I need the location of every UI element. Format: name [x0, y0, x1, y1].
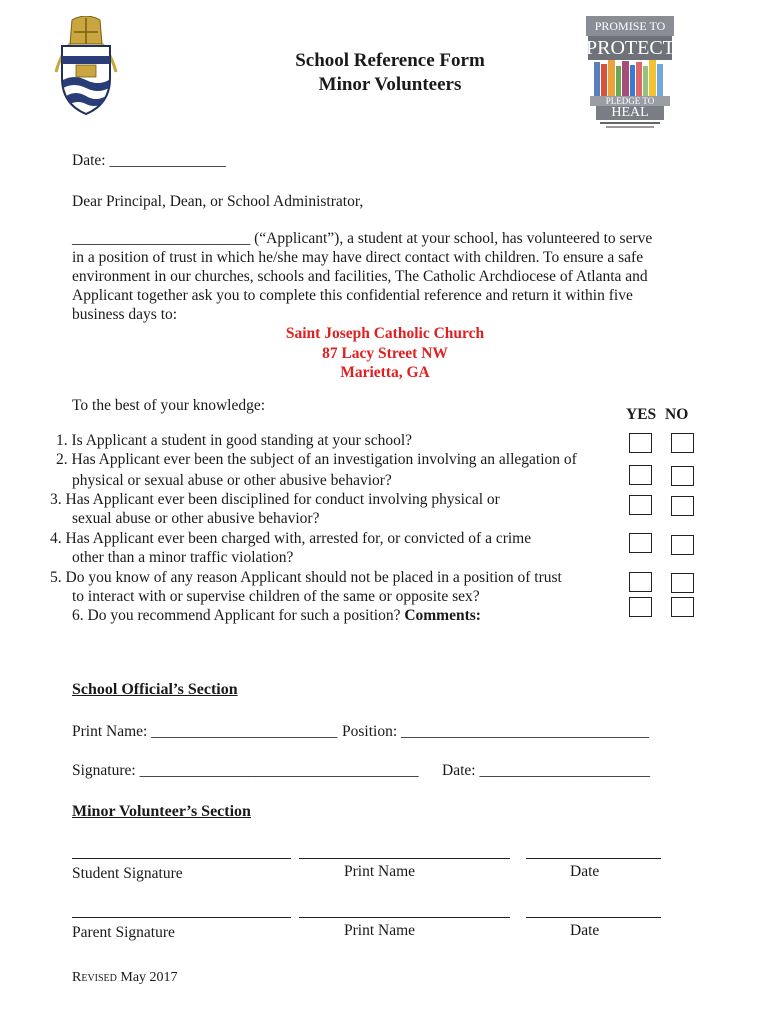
parent-print-name-line[interactable] [299, 917, 510, 918]
question-2-line-1: 2. Has Applicant ever been the subject of an investigation involving an allegation of [56, 451, 577, 468]
q2-no-checkbox[interactable] [671, 466, 694, 486]
q5-no-checkbox[interactable] [671, 573, 694, 593]
student-date-line[interactable] [526, 858, 661, 859]
revision-note [72, 969, 178, 987]
parent-date-label: Date [570, 922, 600, 939]
intro-line-1: _______________________ (“Applicant”), a student at your school, has volunteered to serve [72, 230, 653, 247]
q4-yes-checkbox[interactable] [629, 533, 652, 553]
question-3-line-1: 3. Has Applicant ever been disciplined for conduct involving physical or [50, 491, 500, 508]
q6-no-checkbox[interactable] [671, 597, 694, 617]
parent-signature-line[interactable] [72, 917, 291, 918]
archdiocese-crest-logo [50, 16, 122, 116]
question-1: 1. Is Applicant a student in good standing at your school? [56, 432, 413, 449]
question-6-text: 6. Do you recommend Applicant for such a position? [72, 607, 401, 624]
question-4-line-2: other than a minor traffic violation? [72, 549, 294, 566]
student-print-name-label: Print Name [344, 863, 416, 880]
q1-yes-checkbox[interactable] [629, 433, 652, 453]
official-date-field[interactable]: Date: ______________________ [442, 762, 650, 779]
student-signature-line[interactable] [72, 858, 291, 859]
q4-no-checkbox[interactable] [671, 535, 694, 555]
parent-print-name-label: Print Name [344, 922, 416, 939]
official-section-heading: School Official’s Section [72, 681, 238, 698]
date-field[interactable]: Date: _______________ [72, 152, 226, 169]
minor-section-heading: Minor Volunteer’s Section [72, 803, 251, 820]
q1-no-checkbox[interactable] [671, 433, 694, 453]
salutation: Dear Principal, Dean, or School Administrator, [72, 193, 364, 210]
q2-yes-checkbox[interactable] [629, 465, 652, 485]
address-name: Saint Joseph Catholic Church [285, 325, 485, 342]
q3-yes-checkbox[interactable] [629, 495, 652, 515]
q6-yes-checkbox[interactable] [629, 597, 652, 617]
official-print-name-field[interactable]: Print Name: ________________________ [72, 723, 338, 740]
intro-line-5: business days to: [72, 306, 178, 323]
question-6 [72, 606, 481, 626]
question-5-line-2: to interact with or supervise children of the same or opposite sex? [72, 588, 480, 605]
question-2-line-2: physical or sexual abuse or other abusive behavior? [72, 472, 392, 489]
address-city: Marietta, GA [340, 364, 430, 381]
question-3-line-2: sexual abuse or other abusive behavior? [72, 510, 320, 527]
logo-text-pledge-to: PLEDGE TO [605, 96, 655, 106]
logo-text-heal: HEAL [611, 105, 649, 120]
student-print-name-line[interactable] [299, 858, 510, 859]
question-5-line-1: 5. Do you know of any reason Applicant should not be placed in a position of trust [50, 569, 562, 586]
no-column-header: NO [665, 406, 689, 423]
form-subtitle: Minor Volunteers [318, 74, 462, 95]
student-date-label: Date [570, 863, 600, 880]
parent-signature-label: Parent Signature [72, 924, 175, 941]
logo-text-protect: PROTECT [586, 37, 675, 59]
revised-date: May 2017 [120, 970, 178, 985]
question-4-line-1: 4. Has Applicant ever been charged with, arrested for, or convicted of a crime [50, 530, 532, 547]
official-position-field[interactable]: Position: ________________________________ [342, 723, 650, 740]
address-street: 87 Lacy Street NW [322, 345, 448, 362]
student-signature-label: Student Signature [72, 865, 183, 882]
question-6-comments-label: Comments: [404, 607, 481, 624]
intro-line-3: environment in our churches, schools and facilities, The Catholic Archdiocese of Atlanta and [72, 268, 648, 285]
knowledge-label: To the best of your knowledge: [72, 397, 266, 414]
logo-text-promise-to: PROMISE TO [594, 19, 666, 33]
q3-no-checkbox[interactable] [671, 496, 694, 516]
parent-date-line[interactable] [526, 917, 661, 918]
revised-label: Revised [72, 970, 117, 985]
intro-line-4: Applicant together ask you to complete this confidential reference and return it within five [72, 287, 633, 304]
form-title: School Reference Form [295, 50, 485, 71]
q5-yes-checkbox[interactable] [629, 572, 652, 592]
intro-line-2: in a position of trust in which he/she may have direct contact with children. To ensure a safe [72, 249, 644, 266]
yes-column-header: YES [626, 406, 657, 423]
promise-to-protect-logo [586, 16, 674, 130]
official-signature-field[interactable]: Signature: ____________________________________ [72, 762, 419, 779]
